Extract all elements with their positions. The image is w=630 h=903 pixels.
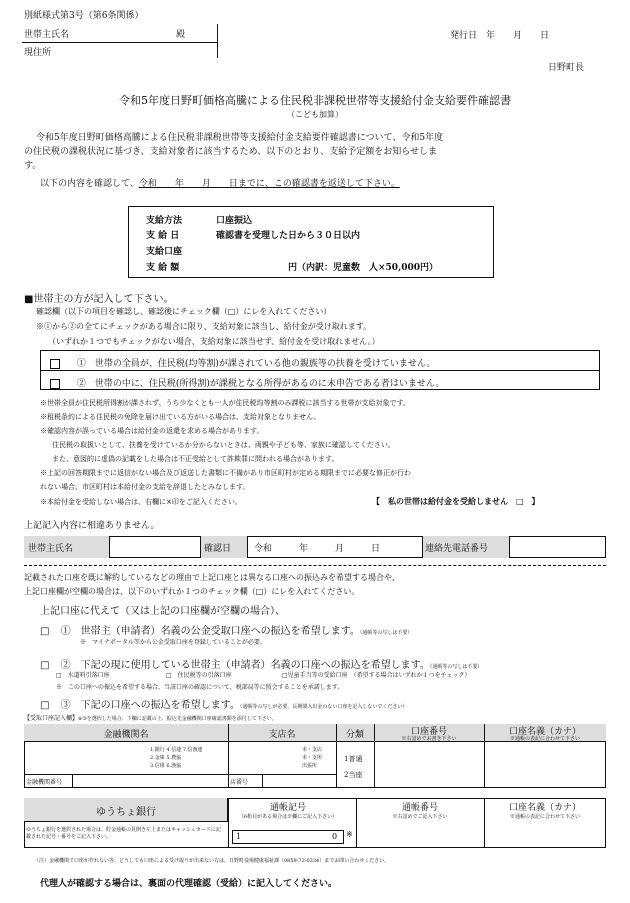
- category-2[interactable]: 2当座: [344, 771, 363, 779]
- post-asterisk: ※: [346, 830, 353, 839]
- branch-code-label: 店番号: [230, 779, 249, 786]
- householder-label: 世帯主氏名: [24, 30, 70, 40]
- form-label-row: [24, 713, 277, 722]
- page-title: 令和5年度日野町価格高騰による住民税非課税世帯等支援給付金支給要件確認書: [119, 94, 511, 107]
- branch-code-line: [228, 774, 336, 775]
- option-1-note: ※ マイナポータル等から公金受取口座を登録していることが必要。: [80, 639, 266, 646]
- intro-line-3: す。: [24, 161, 42, 171]
- option-2-note: ※ この口座への振込を希望する場合、当該口座の確認について、税部局等に照会することを承諾します。: [56, 684, 344, 691]
- page-subtitle: （こども加算）: [287, 110, 343, 119]
- sign-name-label: 世帯主氏名: [28, 544, 74, 554]
- form-number: 別紙様式第3号（第6条関係）: [24, 11, 144, 21]
- form-label: 【受取口座記入欄】: [24, 715, 79, 722]
- intro-line-1: 令和5年度日野町価格高騰による住民税非課税世帯等支援給付金支給要件確認書について、令和5年度: [36, 133, 444, 143]
- issuer: 日野町長: [548, 63, 585, 73]
- note-3: ※確認内容が誤っている場合は給付金の返還を求める場合があります。: [40, 427, 264, 435]
- sign-date-value[interactable]: 令和 年 月 日: [254, 544, 381, 554]
- post-symbol-header: 通帳記号: [269, 803, 306, 813]
- deadline-text: 令和 年 月 日までに、この確認書を返送して下さい。: [138, 179, 400, 189]
- post-digit-1: 1: [236, 832, 242, 841]
- footer-proxy: 代理人が確認する場合は、裏面の代理確認（受給）に記入してください。: [40, 879, 338, 889]
- post-symbol-note: （6桁目がある場合は※欄にご記入下さい）: [238, 814, 338, 820]
- section1-line1: 確認欄（以下の項目を確認し、確認後にチェック欄（□）にレを入れてください）: [36, 307, 332, 316]
- acct-p3: 上記口座に代えて（又は上記の口座欄が空欄の場合）、: [40, 606, 285, 617]
- date-label: 支 給 日: [146, 231, 180, 241]
- check-1-box[interactable]: [50, 359, 60, 369]
- sign-date-label: 確認日: [204, 544, 232, 554]
- option-3-text: ③ 下記の口座への振込を希望します。: [60, 700, 240, 711]
- amount-label: 支 給 額: [146, 263, 180, 273]
- amount-value: 円（内訳：児童数 人×50,000円）: [288, 263, 438, 273]
- bank-types-3: 3.信組 6.漁協: [150, 763, 182, 769]
- check-2-box[interactable]: [50, 379, 60, 389]
- category-1[interactable]: 1普通: [344, 755, 363, 763]
- issue-date: 発行日 年 月 日: [450, 31, 550, 41]
- post-number-header: 通帳番号: [401, 803, 438, 813]
- honorific: 殿: [176, 30, 186, 40]
- separator: [24, 565, 606, 566]
- note-1: ※世帯全員が住民税所得割が課されず、うち少なくとも一人が住民税均等割のみ課税に該当する世帯が支給対象です。: [40, 399, 410, 407]
- decline-checkbox[interactable]: 【 私の世帯は給付金を受給しません □ 】: [372, 496, 540, 506]
- option-3-small: （通帳等の写しが必要。長期間入出金のない口座を記入しないでください）: [239, 704, 408, 710]
- form-note: ※③を選択した場合、下欄に記載の上、振込先金融機関口座確認書類を添付して下さい。: [78, 716, 277, 722]
- intro-line-4a: 以下の内容を確認して、: [40, 179, 139, 189]
- option-1-text: ① 世帯主（申請者）名義の公金受取口座への振込を希望します。: [60, 626, 360, 637]
- sign-phone-label: 連絡先電話番号: [425, 544, 489, 554]
- account-label: 支給口座: [146, 247, 183, 257]
- check-1-text: ① 世帯の全員が、住民税(均等割)が課されている他の親族等の扶養を受けていません。: [76, 359, 436, 369]
- bank-code-label: 金融機関番号: [26, 779, 63, 786]
- post-bank-name: ゆうちょ銀行: [96, 807, 156, 818]
- holder-header: 口座名義（カナ）: [508, 727, 581, 737]
- branch-types-2: 本・支所: [302, 755, 323, 761]
- branch-types-3: 出張所: [302, 763, 318, 769]
- option-3-row[interactable]: [40, 696, 407, 711]
- check-2-row[interactable]: [50, 376, 444, 389]
- branch-types-1: 本・支店: [302, 747, 323, 753]
- branch-header: 支店名: [268, 730, 296, 740]
- note-2: ※租税条約による住民税の免除を届け出ている方がいる場合は、支給対象となりません。: [40, 413, 321, 421]
- post-symbol-field[interactable]: [232, 830, 344, 844]
- post-digit-0: 0: [332, 832, 338, 841]
- section1-heading: ■世帯主の方が記入して下さい。: [24, 294, 174, 305]
- footer-note: （注）金融機関で口座が作れない等、どうしても口座による受け取りが出来ない方は、日野町役場健康福祉課（0859-72-0334）までお問い合わせください。: [34, 858, 390, 864]
- bank-types-2: 2.金庫 5.農協: [150, 755, 182, 761]
- option-2-sub-c[interactable]: □児童手当等の受給口座 （希望する場合はいずれか１つをチェック）: [282, 672, 471, 679]
- section1-line3: （いずれか１つでもチェックがない場合、支給対象に該当せず、給付金を受け取れません。）: [48, 337, 380, 346]
- method-value: 口座振込: [216, 216, 253, 226]
- option-2-row[interactable]: [40, 656, 482, 671]
- date-value: 確認書を受理した日から３０日以内: [216, 231, 361, 241]
- option-2-box[interactable]: □: [40, 660, 50, 671]
- option-2-sub-b[interactable]: □ 住民税等の引落口座: [166, 672, 232, 679]
- bank-name-header: 金融機関名: [103, 730, 149, 740]
- note-6: ※上記の回答期限までに返信がない場合及び返送した書類に不備があり市区町村が定める期限までに必要な修正が行わ: [40, 469, 411, 477]
- option-2-text: ② 下記の現に使用している世帯主（申請者）名義の口座への振込を希望します。: [60, 660, 430, 671]
- section1-line2: ※①から②の全てにチェックがある場合に限り、支給対象に該当し、給付金が受け取れます。: [36, 322, 372, 331]
- holder-note: ※通帳の表記に合わせて下さい: [509, 736, 580, 742]
- intro-line-2: の住民税の課税状況に基づき、支給対象者に該当するため、以下のとおり、支給予定額をお知らせしま: [24, 147, 438, 157]
- check-1-row[interactable]: [50, 356, 435, 369]
- branch-code-vline: [262, 774, 263, 788]
- note-5: また、意図的に虚偽の記載をした場合は不正受給として詐欺罪に問われる場合があります。: [52, 455, 339, 463]
- option-1-small: （通帳等の写しは不要）: [359, 630, 413, 636]
- account-no-note: ※右詰めでお書き下さい: [401, 736, 457, 742]
- post-number-note: ※右詰めでご記入下さい: [392, 814, 448, 820]
- post-note: ゆうちょ銀行を選択された場合は、貯金通帳の見開き左上またはキャッシュカードに記載された記号・番号をご記入下さい。: [26, 827, 221, 840]
- acct-p1: 記載された口座を既に解約しているなどの理由で上記口座とは異なる口座への振込みを希望する場合や、: [24, 573, 400, 582]
- option-2-small: （通帳等の写しは不要）: [429, 664, 483, 670]
- check-2-text: ② 世帯の中に、住民税(所得割)が課税となる所得があるのに未申告である者はいません。: [76, 379, 445, 389]
- address-label: 現住所: [24, 48, 52, 58]
- option-1-row[interactable]: [40, 622, 412, 637]
- note-7: れない場合、市区町村は本給付金の支給を辞退したとみなします。: [40, 483, 250, 491]
- option-3-box[interactable]: □: [40, 700, 50, 711]
- post-holder-header: 口座名義（カナ）: [508, 803, 581, 813]
- intro-line-4: [40, 176, 400, 189]
- recipient-divider: [22, 42, 218, 43]
- bank-types-1: 1.銀行 4.信連 7.信漁連: [150, 747, 203, 753]
- note-4: 住民税の取扱いとして、扶養を受けているか分からないときは、両親や子ども等、家族に確認してください。: [52, 441, 395, 449]
- option-1-box[interactable]: □: [40, 626, 50, 637]
- category-header: 分類: [345, 730, 364, 740]
- account-no-header: 口座番号: [410, 727, 447, 737]
- decline-text: ※本給付金を受給しない場合は、右欄に×印をご記入ください。: [40, 498, 242, 506]
- bank-code-vline: [72, 774, 73, 788]
- method-label: 支給方法: [146, 216, 183, 226]
- post-holder-note: ※通帳の表記に合わせて下さい: [509, 814, 580, 820]
- acct-p2: 上記口座欄が空欄の場合は、以下のいずれか１つのチェック欄（□）にレを入れてください。: [24, 587, 360, 596]
- bank-code-line: [24, 774, 228, 775]
- confirm-line: 上記記入内容に相違ありません。: [24, 521, 160, 531]
- option-2-sub-a[interactable]: □ 水道料引落口座: [56, 672, 110, 679]
- checklist-divider: [40, 370, 600, 371]
